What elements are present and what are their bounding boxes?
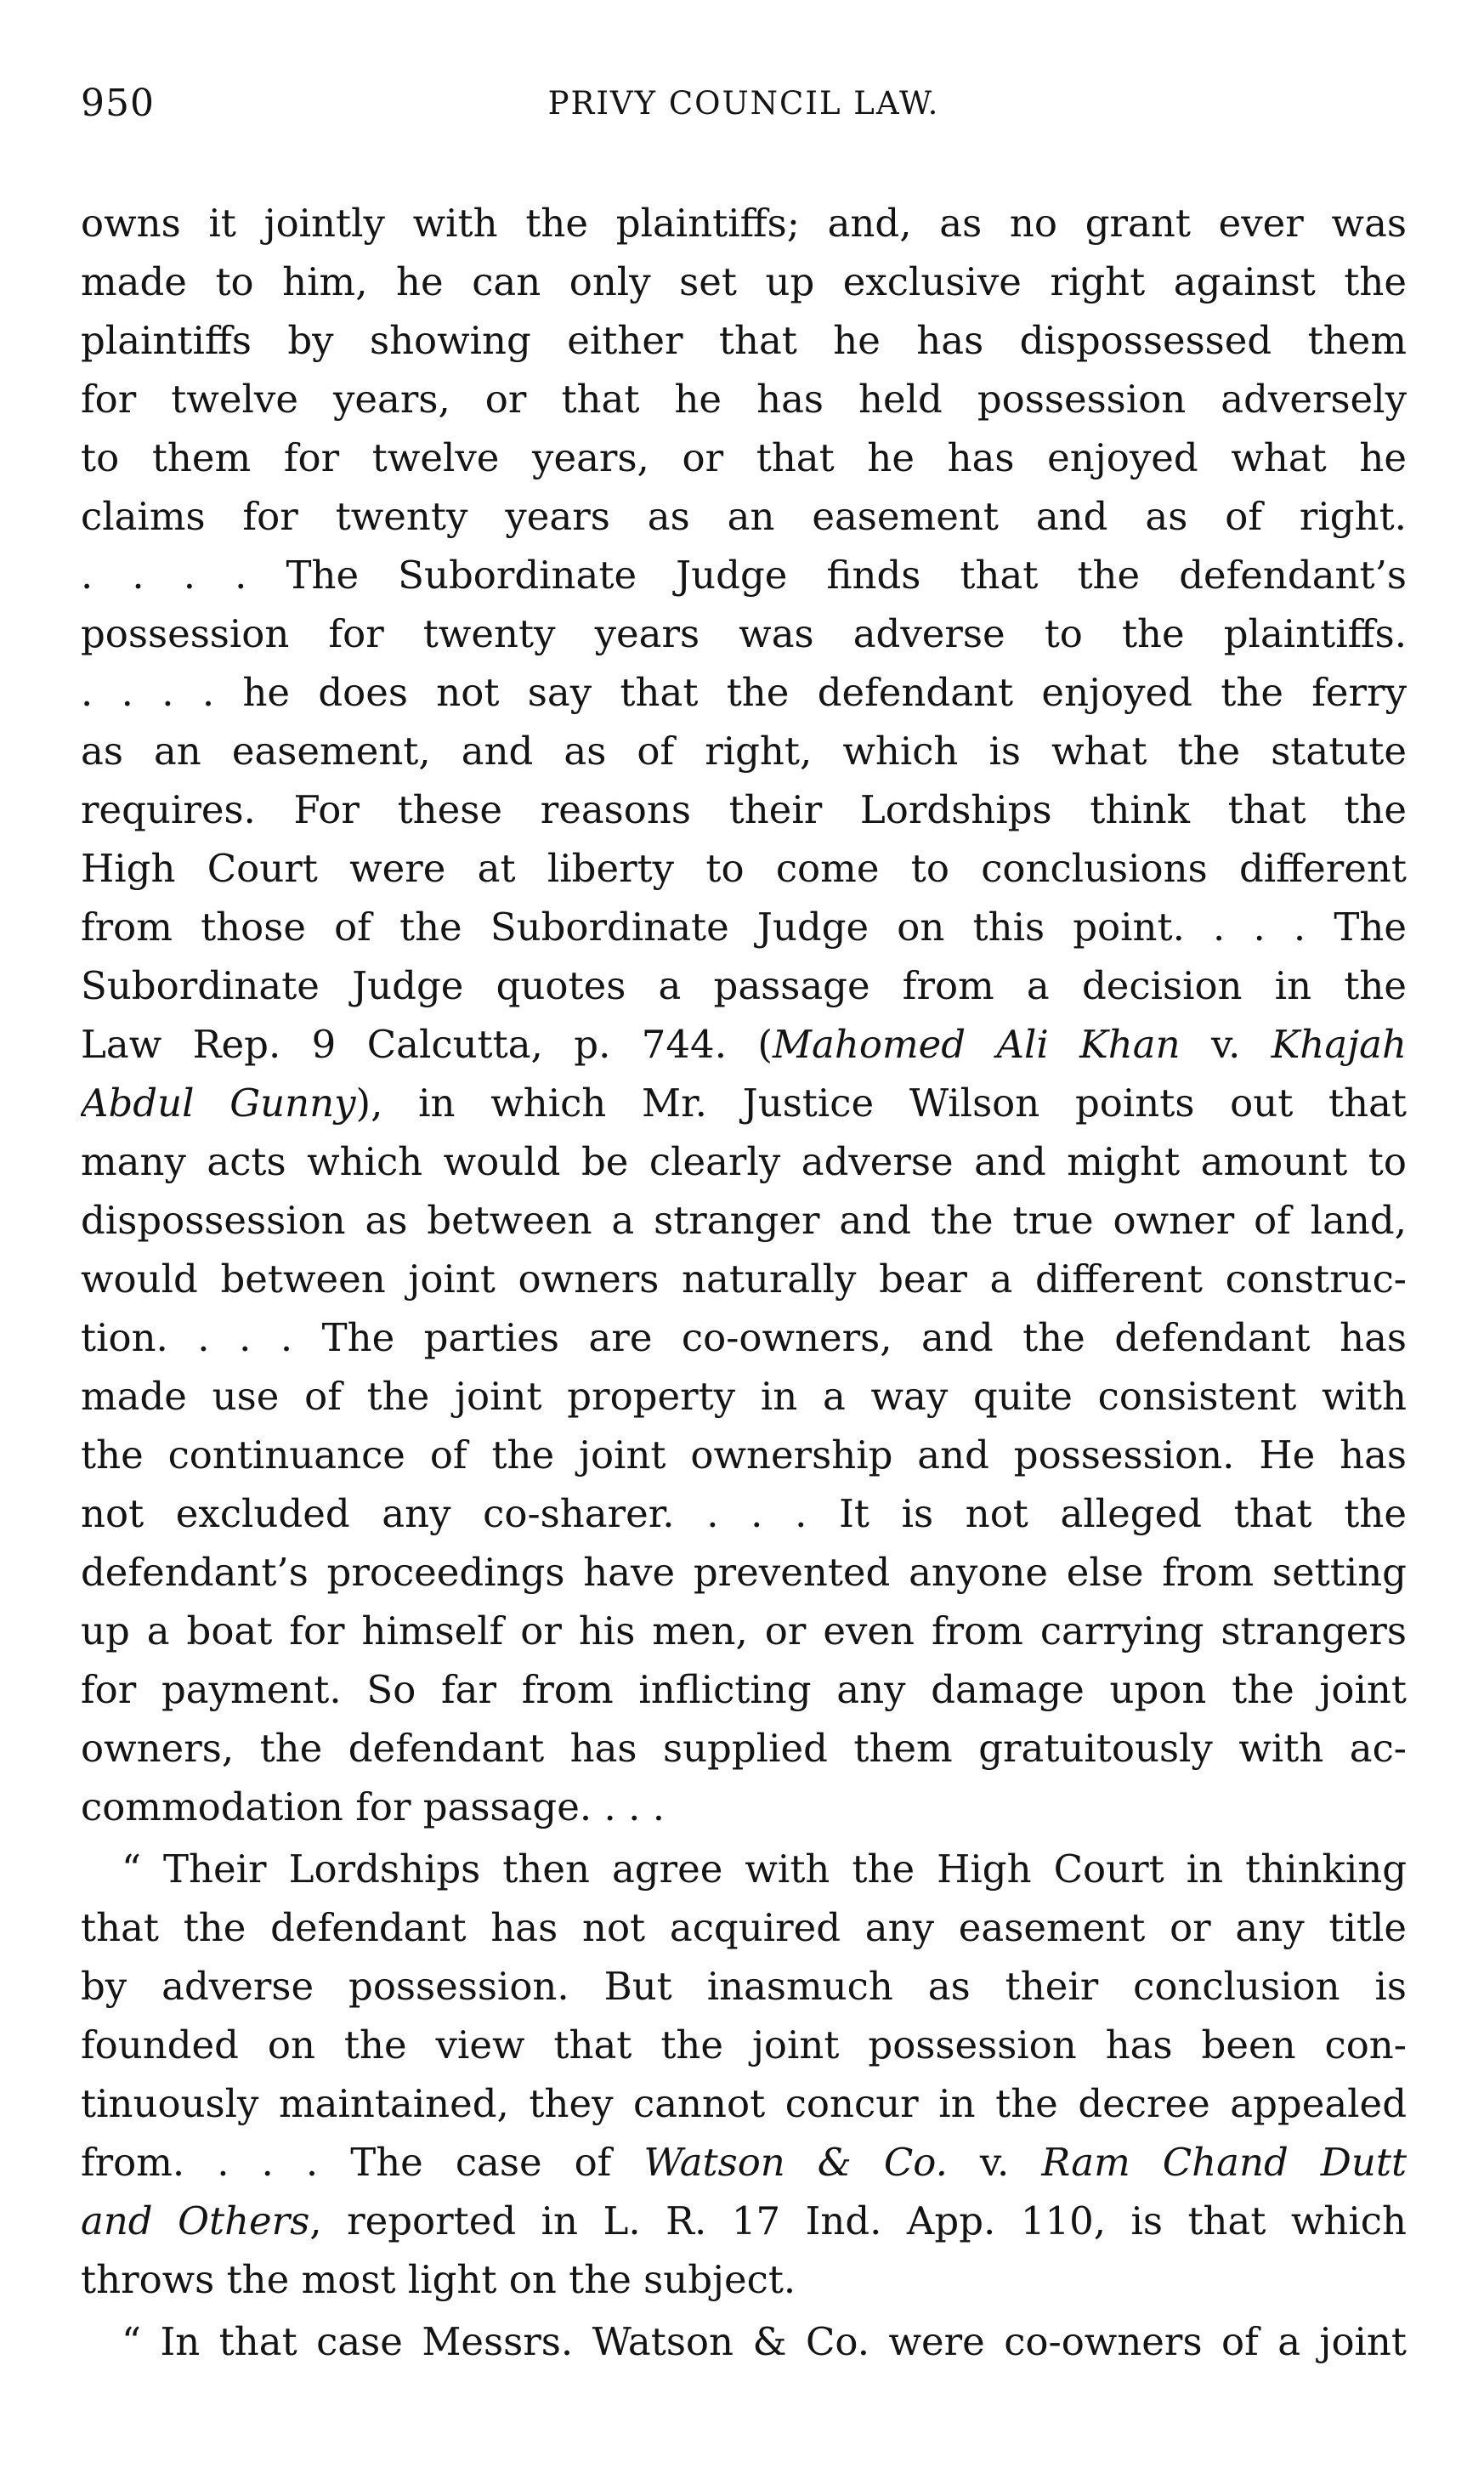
text-line: made use of the joint property in a way quite consistent with — [81, 1374, 1407, 1419]
text-line: for twelve years, or that he has held possession adversely — [81, 377, 1407, 422]
text-line: not excluded any co-sharer. . . . It is not alleged that the — [81, 1491, 1407, 1536]
text-line: . . . . he does not say that the defendant enjoyed the ferry — [81, 670, 1407, 715]
text-line: from. . . . The case of Watson & Co. v. Ram Chand Dutt — [81, 2140, 1407, 2185]
text-line: from those of the Subordinate Judge on this point. . . . The — [81, 905, 1407, 950]
text-line: commodation for passage. . . . — [81, 1784, 665, 1829]
case-name-italic: Ram Chand Dutt — [1041, 2140, 1407, 2185]
text-line: many acts which would be clearly adverse and might amount to — [81, 1139, 1407, 1184]
text-line: plaintiffs by showing either that he has dispossessed them — [81, 318, 1407, 363]
text-line: “ In that case Messrs. Watson & Co. were co-owners of a joint — [122, 2319, 1407, 2364]
text-line: Law Rep. 9 Calcutta, p. 744. (Mahomed Ali Khan v. Khajah — [81, 1022, 1407, 1067]
text-line: up a boat for himself or his men, or even from carrying strangers — [81, 1608, 1407, 1653]
text-line: . . . . The Subordinate Judge finds that the defendant’s — [81, 553, 1407, 598]
text-line: tinuously maintained, they cannot concur in the decree appealed — [81, 2081, 1407, 2126]
text-line: throws the most light on the subject. — [81, 2257, 796, 2302]
text-line: tion. . . . The parties are co-owners, and the defendant has — [81, 1315, 1407, 1360]
text-line: owners, the defendant has supplied them gratuitously with ac- — [81, 1726, 1407, 1771]
text-line: Abdul Gunny), in which Mr. Justice Wilson points out that — [81, 1081, 1407, 1126]
case-name-italic: Watson & Co. — [643, 2140, 948, 2185]
page-header — [81, 82, 1407, 141]
case-name-italic: Abdul Gunny — [81, 1081, 356, 1126]
text-line: possession for twenty years was adverse to the plaintiffs. — [81, 611, 1407, 656]
text-line: that the defendant has not acquired any easement or any title — [81, 1905, 1407, 1950]
text-line: claims for twenty years as an easement and as of right. — [81, 494, 1407, 539]
text-line: made to him, he can only set up exclusive right against the — [81, 259, 1407, 304]
text-line: High Court were at liberty to come to conclusions different — [81, 846, 1407, 891]
text-line: to them for twelve years, or that he has enjoyed what he — [81, 435, 1407, 480]
page-number: 950 — [81, 82, 155, 125]
text-line: as an easement, and as of right, which is what the statute — [81, 729, 1407, 774]
text-line: would between joint owners naturally bear a different construc- — [81, 1256, 1407, 1302]
text-line: Subordinate Judge quotes a passage from a decision in the — [81, 963, 1407, 1008]
case-name-italic: Khajah — [1271, 1022, 1407, 1067]
text-line: requires. For these reasons their Lordships think that the — [81, 787, 1407, 832]
text-line: by adverse possession. But inasmuch as their conclusion is — [81, 1964, 1407, 2009]
case-name-italic: Mahomed Ali Khan — [772, 1022, 1181, 1067]
text-line: founded on the view that the joint possession has been con- — [81, 2022, 1407, 2067]
text-line: “ Their Lordships then agree with the High Court in thinking — [122, 1846, 1407, 1892]
body-text — [81, 194, 1407, 2371]
text-line: and Others, reported in L. R. 17 Ind. App. 110, is that which — [81, 2198, 1407, 2243]
text-line: dispossession as between a stranger and the true owner of land, — [81, 1198, 1407, 1243]
case-name-italic: and Others — [81, 2198, 310, 2243]
text-line: for payment. So far from inflicting any damage upon the joint — [81, 1667, 1407, 1712]
text-line: owns it jointly with the plaintiffs; and, as no grant ever was — [81, 201, 1407, 246]
running-title: PRIVY COUNCIL LAW. — [547, 85, 940, 122]
text-line: the continuance of the joint ownership and possession. He has — [81, 1432, 1407, 1478]
text-line: defendant’s proceedings have prevented anyone else from setting — [81, 1550, 1407, 1595]
